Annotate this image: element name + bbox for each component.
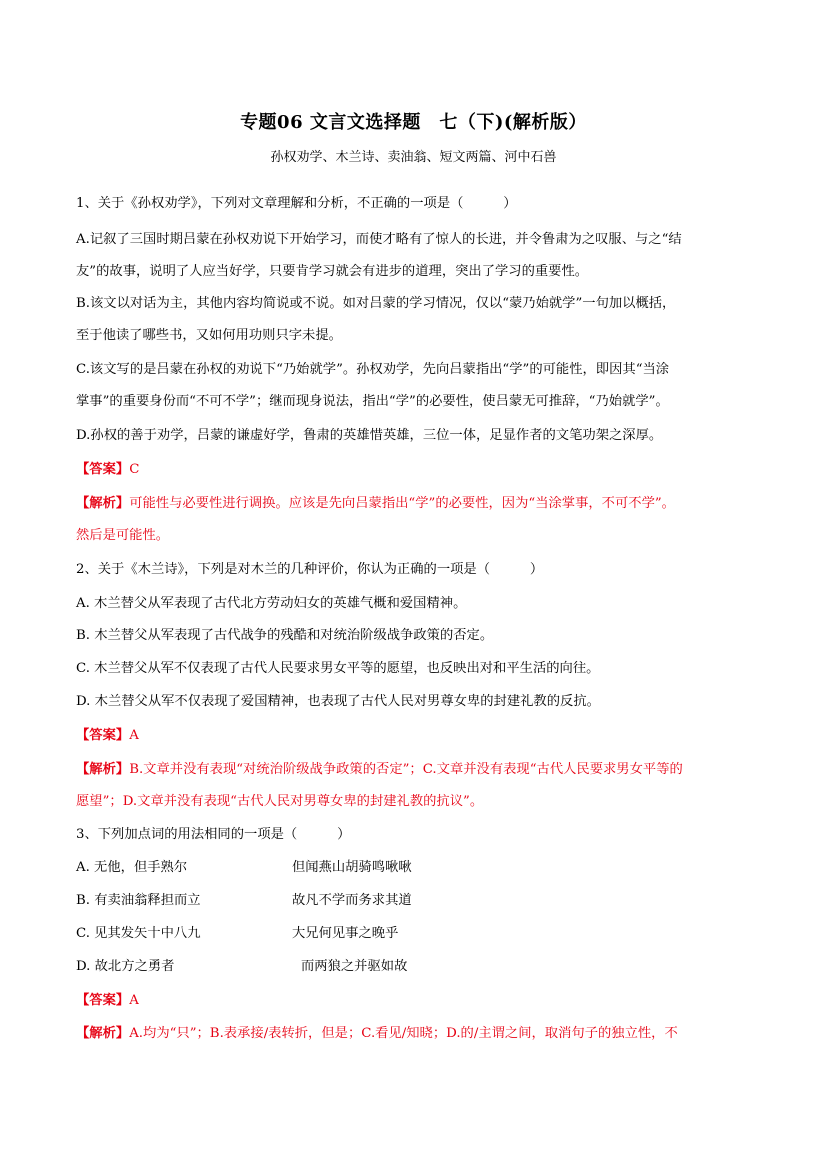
q1-answer [76, 461, 139, 479]
q2-analysis-line2: 愿望”；D.文章并没有表现“古代人民对男尊女卑的封建礼教的抗议”。 [76, 794, 484, 809]
q2-option-a: A. 木兰替父从军表现了古代北方劳动妇女的英雄气概和爱国精神。 [76, 596, 467, 611]
q1-answer-value: C [129, 462, 140, 477]
q1-stem: 1、关于《孙权劝学》，下列对文章理解和分析，不正确的一项是（ ） [76, 196, 517, 211]
q3-option-a-left: A. 无他，但手熟尔 [76, 860, 188, 875]
q1-option-c-line2: 掌事”的重要身份而“不可不学”；继而现身说法，指出“学”的必要性，使吕蒙无可推辞，“乃始就学”。 [76, 394, 669, 409]
q1-option-d: D.孙权的善于劝学，吕蒙的谦虚好学，鲁肃的英雄惜英雄，三位一体，足显作者的文笔功架之深厚。 [76, 428, 663, 443]
q1-option-a-line2: 友”的故事，说明了人应当好学，只要肯学习就会有进步的道理，突出了学习的重要性。 [76, 264, 589, 279]
q3-option-d-left: D. 故北方之勇者 [76, 959, 175, 974]
q1-option-b-line2: 至于他读了哪些书，又如何用功则只字未提。 [76, 328, 342, 343]
q1-option-a-line1: A.记叙了三国时期吕蒙在孙权劝说下开始学习，而使才略有了惊人的长进，并令鲁肃为之叹服、与之“结 [76, 232, 682, 247]
q3-option-d-right: 而两狼之并驱如故 [301, 959, 408, 974]
q2-answer-label: 【答案】 [76, 728, 130, 743]
q2-option-c: C. 木兰替父从军不仅表现了古代人民要求男女平等的愿望，也反映出对和平生活的向往。 [76, 661, 600, 676]
q1-analysis-label: 【解析】 [76, 496, 130, 511]
q2-answer-value: A [129, 728, 139, 743]
q1-analysis-text: 可能性与必要性进行调换。应该是先向吕蒙指出“学”的必要性，因为“当涂掌事，不可不学”。 [129, 496, 675, 511]
q3-analysis-text: A.均为“只”；B.表承接/表转折，但是；C.看见/知晓；D.的/主谓之间，取消句子的独立性，不 [129, 1026, 678, 1041]
q1-option-c-line1: C.该文写的是吕蒙在孙权的劝说下“乃始就学”。孙权劝学，先向吕蒙指出“学”的可能性，即因其“当涂 [76, 362, 670, 377]
q1-option-b-line1: B.该文以对话为主，其他内容均简说或不说。如对吕蒙的学习情况，仅以“蒙乃始就学”一句加以概括， [76, 296, 676, 311]
q3-answer-value: A [129, 993, 139, 1008]
q2-option-b: B. 木兰替父从军表现了古代战争的残酷和对统治阶级战争政策的否定。 [76, 628, 494, 643]
q3-option-a-right: 但闻燕山胡骑鸣啾啾 [292, 860, 412, 875]
q3-answer-label: 【答案】 [76, 993, 130, 1008]
q3-option-c-right: 大兄何见事之晚乎 [292, 926, 399, 941]
q3-stem: 3、下列加点词的用法相同的一项是（ ） [76, 827, 351, 842]
q2-analysis-text: B.文章并没有表现“对统治阶级战争政策的否定”；C.文章并没有表现“古代人民要求男女平等的 [129, 762, 683, 777]
q2-option-d: D. 木兰替父从军不仅表现了爱国精神，也表现了古代人民对男尊女卑的封建礼教的反抗。 [76, 694, 600, 709]
q3-option-b-left: B. 有卖油翁释担而立 [76, 893, 201, 908]
page-subtitle: 孙权劝学、木兰诗、卖油翁、短文两篇、河中石兽 [270, 150, 557, 165]
q3-analysis-label: 【解析】 [76, 1026, 130, 1041]
q3-option-b-right: 故凡不学而务求其道 [292, 893, 412, 908]
q2-stem: 2、关于《木兰诗》，下列是对木兰的几种评价，你认为正确的一项是（ ） [76, 562, 544, 577]
q3-analysis-line1 [76, 1025, 678, 1043]
q1-analysis-line1 [76, 495, 675, 513]
q1-answer-label: 【答案】 [76, 462, 130, 477]
q2-answer [76, 727, 139, 745]
q3-option-c-left: C. 见其发矢十中八九 [76, 926, 201, 941]
q1-analysis-line2: 然后是可能性。 [76, 528, 170, 543]
q2-analysis-label: 【解析】 [76, 762, 130, 777]
page-title: 专题06 文言文选择题 七（下)(解析版） [240, 112, 587, 133]
q2-analysis-line1 [76, 761, 683, 779]
q3-answer [76, 992, 139, 1010]
